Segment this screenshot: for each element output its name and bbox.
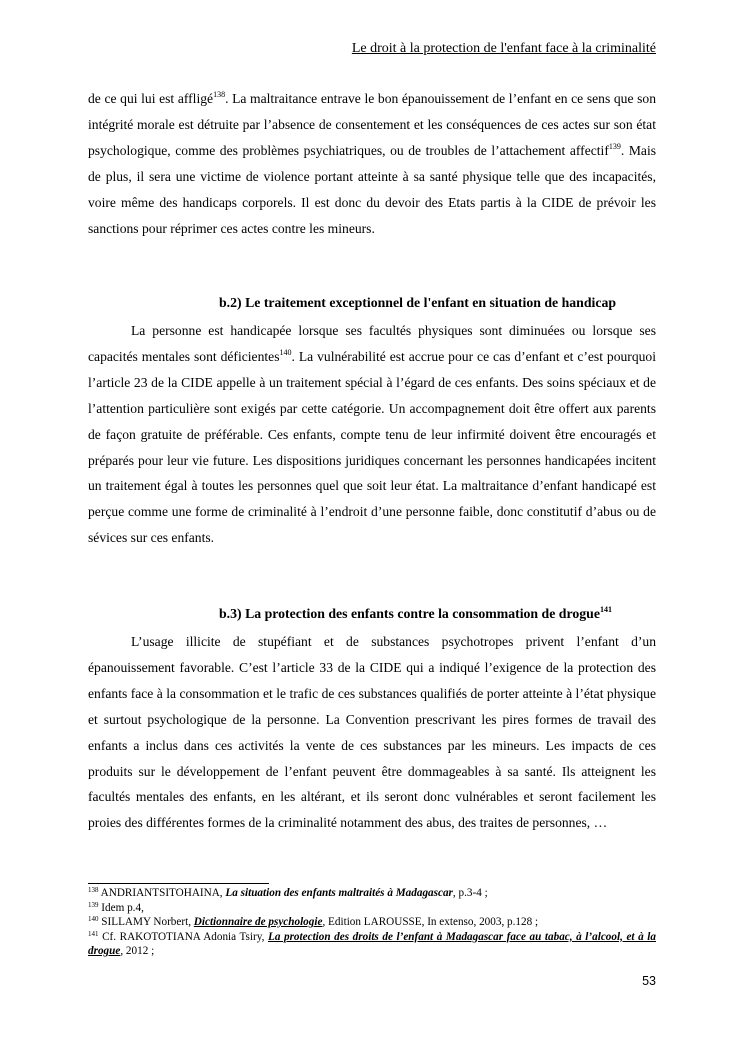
footnote-author: Idem p.4, [98,901,144,914]
footnote-details: , 2012 ; [120,945,155,957]
footnotes [88,886,656,959]
footnote-number: 141 [88,929,99,938]
footnote-number: 140 [88,915,99,923]
footnote-author: Cf. RAKOTOTIANA Adonia Tsiry, [98,930,268,943]
b2-text-1: La personne est handicapée lorsque ses facultés physiques sont diminuées ou lorsque ses capacités mentales sont déficientes [88,323,656,364]
footnote-source-title: La protection des droits de l’enfant à Madagascar face au tabac, à l’alcool, et à la drogue [88,930,656,957]
footnote-author: ANDRIANTSITOHAINA, [98,887,226,899]
footnote-ref-138[interactable]: 138 [213,90,226,99]
footnote-140 [88,915,656,930]
footnote-ref-139[interactable]: 139 [608,141,621,151]
footnote-141 [88,930,656,959]
b2-text-2: . La vulnérabilité est accrue pour ce cas d’enfant et c’est pourquoi l’article 23 de la CIDE appelle à un traitement spécial à l’égard de ces enfants. Des soins spéciaux et de l’attention particulière sont exigés par cette catégorie. Un accompagnement doit être offert aux parents de façon gratuite de préférable. Ces enfants, compte tenu de leur infirmité doivent être encouragés et préparés pour leur vie future. Les dispositions juridiques concernant les personnes handicapées incitent un traitement égal à toutes les personnes quel que soit leur état. La maltraitance d’enfant handicapé est perçue comme une forme de criminalité à l’endroit d’une personne faible, donc constitutif d’abus ou de sévices sur ces enfants. [88,348,657,546]
footnote-ref-141[interactable]: 141 [599,605,612,614]
footnote-details: , Edition LAROUSSE, In extenso, 2003, p.128 ; [322,916,539,928]
intro-text-1: de ce qui lui est affligé [88,91,214,106]
paragraph-b3: L’usage illicite de stupéfiant et de substances psychotropes privent l’enfant d’un épanouissement favorable. C’est l’article 33 de la CIDE qui a indiqué l’exigence de la protection des enfants face à la consommation et le trafic de ces substances qualifiés de porter atteinte à l’état physique et surtout psychologique de la personne. La Convention prescrivant les pires formes de travail des enfants a inclus dans ces activités la vente de ces substances par les mineurs. Les impacts de ces produits sur le développement de l’enfant peuvent être dommageables à sa santé. Ils atteignent les facultés mentales des enfants, en les altérant, et ils seront donc vulnérables et seront facilement les proies des différentes formes de la criminalité notamment des abus, des traites de personnes, … [88,634,656,831]
intro-paragraph [88,86,656,241]
footnote-number: 138 [88,886,99,894]
footnote-separator [88,883,269,884]
footnote-author: SILLAMY Norbert, [98,916,194,928]
footnote-139 [88,901,656,916]
b3-heading-text: b.3) La protection des enfants contre la consommation de drogue [219,606,600,621]
footnote-details: , p.3-4 ; [452,887,488,899]
section-heading-b2: b.2) Le traitement exceptionnel de l'enfant en situation de handicap [219,295,617,310]
footnote-source-title: La situation des enfants maltraités à Madagascar [225,887,453,899]
page-number: 53 [642,974,656,988]
section-heading-b3 [219,606,612,622]
running-header: Le droit à la protection de l'enfant face à la criminalité [351,41,656,56]
footnote-ref-140[interactable]: 140 [279,347,292,357]
intro-text-3: . Mais de plus, il sera une victime de violence portant atteinte à sa santé physique telle que des incapacités, voire même des handicaps corporels. Il est donc du devoir des Etats partis à la CIDE de prévoir les sanctions pour réprimer ces actes contre les mineurs. [88,142,657,236]
paragraph-b2 [88,318,656,551]
intro-text-2: . La maltraitance entrave le bon épanouissement de l’enfant en ce sens que son intégrité morale est détruite par l’absence de consentement et les conséquences de ces actes sur son état psychologique, comme des problèmes psychiatriques, ou de troubles de l’attachement affectif [88,91,657,158]
footnote-number: 139 [88,900,99,909]
footnote-source-title: Dictionnaire de psychologie [193,916,323,928]
footnote-138 [88,886,656,901]
